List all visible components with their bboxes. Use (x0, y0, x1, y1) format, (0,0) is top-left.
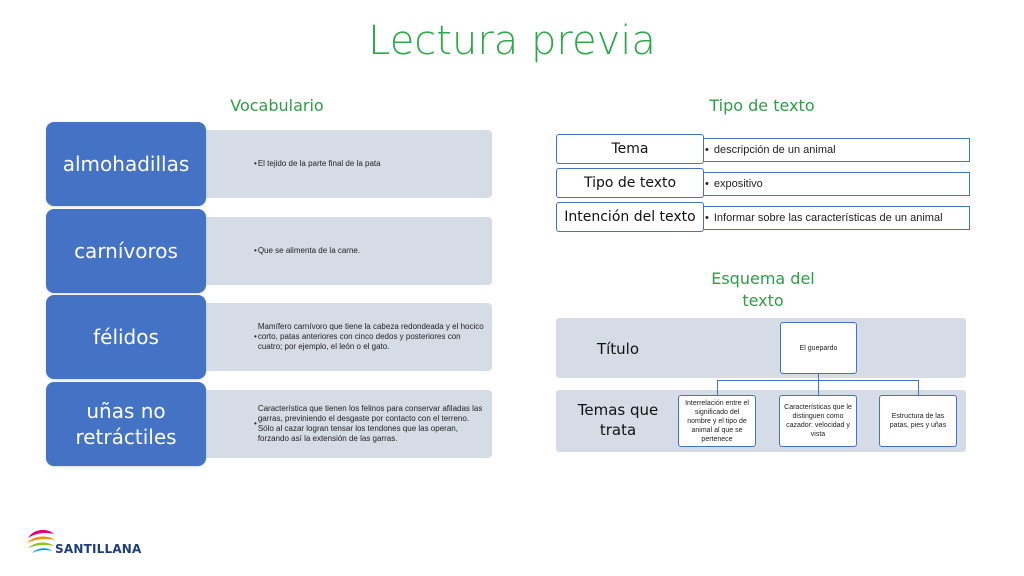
tipo-row (556, 168, 970, 198)
esquema-root-node: El guepardo (780, 322, 857, 374)
vocab-item (46, 382, 492, 466)
esquema-heading (696, 268, 830, 312)
tipo-value: • descripción de un animal (696, 138, 970, 162)
temas-label: Temas que trata (577, 401, 659, 439)
vocab-item (46, 295, 492, 379)
tipo-value: • expositivo (696, 172, 970, 196)
esquema-child-node: Interrelación entre el significado del nombre y el tipo de animal al que se pertenece (678, 395, 756, 447)
tipo-row (556, 202, 970, 232)
vocab-term: uñas no retráctiles (46, 382, 206, 466)
vocab-term: carnívoros (46, 209, 206, 293)
tipo-value: • Informar sobre las características de un animal (696, 206, 970, 230)
tipo-key: Tema (556, 134, 704, 164)
vocab-item (46, 122, 492, 206)
vocab-definition: • El tejido de la parte final de la pata (202, 130, 492, 198)
vocab-definition: • Mamífero carnívoro que tiene la cabeza redondeada y el hocico corto, patas anteriores con cinco dedos y posteriores con cuatro; por ejemplo, el león o el gato. (202, 303, 492, 371)
santillana-logo (24, 526, 144, 560)
vocab-term: almohadillas (46, 122, 206, 206)
esquema-heading-line1: Esquema del (711, 269, 815, 288)
vocab-item (46, 209, 492, 293)
tipo-key: Tipo de texto (556, 168, 704, 198)
tree-connector (918, 380, 919, 395)
tipo-de-texto-heading: Tipo de texto (709, 96, 815, 115)
vocab-definition: • Que se alimenta de la carne. (202, 217, 492, 285)
vocabulario-heading: Vocabulario (230, 96, 324, 115)
tree-connector (818, 380, 819, 395)
esquema-child-node: Características que le distinguen como cazador: velocidad y vista (779, 395, 857, 447)
santillana-logo-mark (24, 526, 58, 560)
tipo-row (556, 134, 970, 164)
tipo-key: Intención del texto (556, 202, 704, 232)
vocab-definition: • Característica que tienen los felinos para conservar afiladas las garras, previniendo el desgaste por contacto con el terreno. Sólo al cazar logran tensar los tendones que las operan, forzando así la extensión de las garras. (202, 390, 492, 458)
slide-title: Lectura previa (368, 18, 656, 64)
tree-connector (717, 380, 718, 395)
esquema-heading-line2: texto (742, 291, 784, 310)
titulo-label: Título (596, 340, 640, 358)
vocab-term: félidos (46, 295, 206, 379)
santillana-logo-text: SANTILLANA (55, 542, 142, 556)
esquema-child-node: Estructura de las patas, pies y uñas (879, 395, 957, 447)
